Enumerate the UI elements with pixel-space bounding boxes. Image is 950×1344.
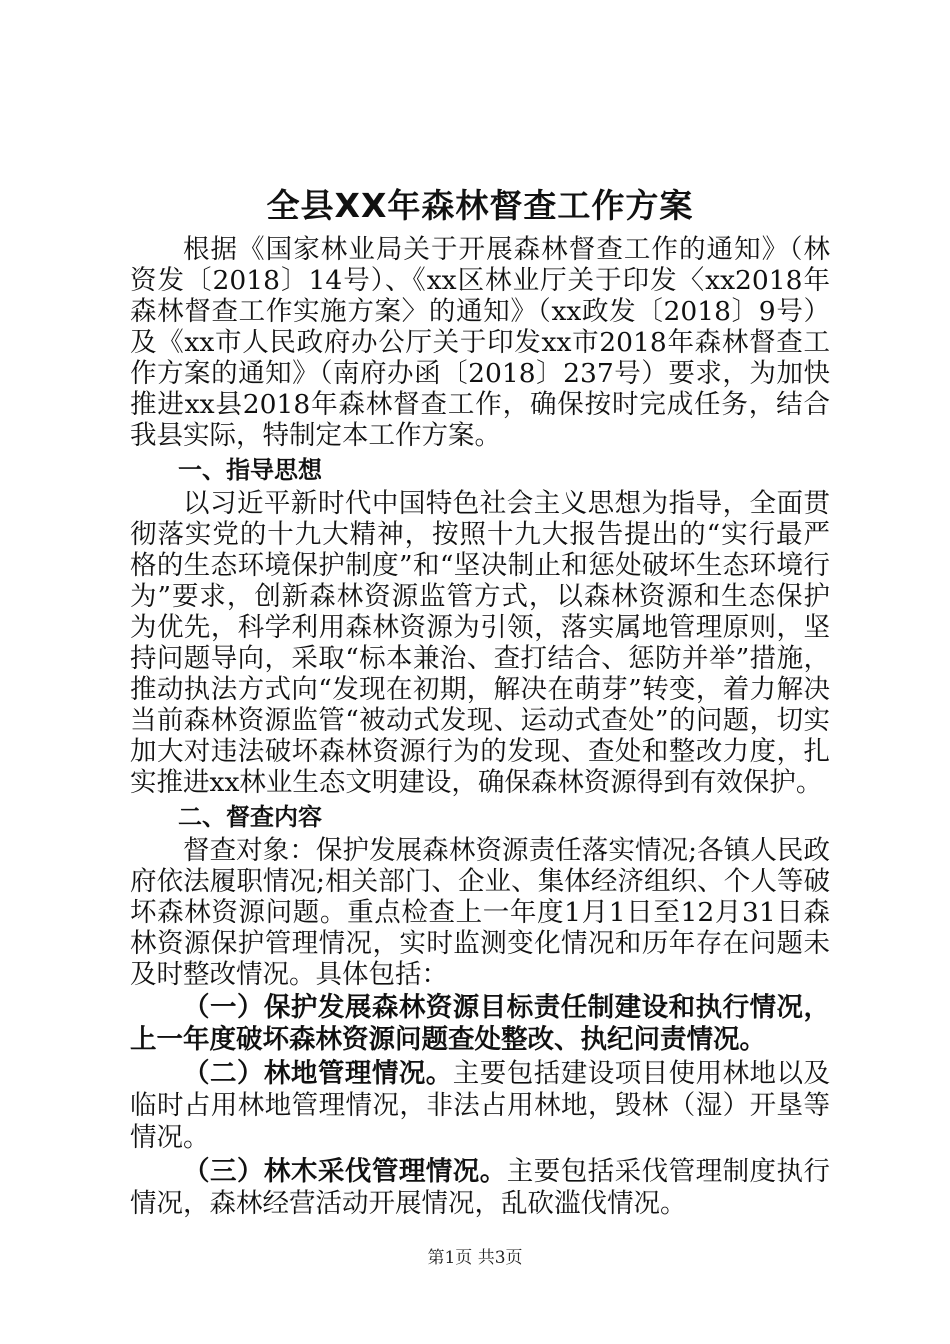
page-footer: 第1页 共3页 [427,1248,523,1268]
document-page [130,178,830,1220]
document-title: 全县XX年森林督查工作方案 [266,186,694,225]
guiding-ideology-paragraph: 以习近平新时代中国特色社会主义思想为指导，全面贯彻落实党的十九大精神，按照十九大报告提出的“实行最严格的生态环境保护制度”和“坚决制止和惩处破坏生态环境行为”要求，创新森林资源监管方式，以森林资源和生态保护为优先，科学利用森林资源为引领，落实属地管理原则，坚持问题导向，采取“标本兼治、查打结合、惩防并举”措施，推动执法方式向“发现在初期，解决在萌芽”转变，着力解决当前森林资源监管“被动式发现、运动式查处”的问题，切实加大对违法破坏森林资源行为的发现、查处和整改力度，扎实推进xx林业生态文明建设，确保森林资源得到有效保护。 [130,488,830,798]
item-2-heading: （二）林地管理情况。 [183,1058,453,1089]
item-3-paragraph [130,1156,830,1220]
section-heading-guiding-ideology: 一、指导思想 [178,456,322,484]
inspection-content-paragraph: 督查对象：保护发展森林资源责任落实情况;各镇人民政府依法履职情况;相关部门、企业、集体经济组织、个人等破坏森林资源问题。重点检查上一年度1月1日至12月31日森林资源保护管理情况，实时监测变化情况和历年存在问题未及时整改情况。具体包括： [130,835,830,990]
item-2-text: 主要包括建设项目使用林地以及临时占用林地管理情况，非法占用林地，毁林（湿）开垦等情况。 [130,1058,831,1153]
intro-paragraph: 根据《国家林业局关于开展森林督查工作的通知》（林资发〔2018〕14号）、《xx区林业厅关于印发〈xx2018年森林督查工作实施方案〉的通知》（xx政发〔2018〕9号）及《xx市人民政府办公厅关于印发xx市2018年森林督查工作方案的通知》（南府办函〔2018〕237号）要求，为加快推进xx县2018年森林督查工作，确保按时完成任务，结合我县实际，特制定本工作方案。 [130,234,830,451]
section-heading-inspection-content: 二、督查内容 [178,803,322,831]
item-1-paragraph: （一）保护发展森林资源目标责任制建设和执行情况，上一年度破坏森林资源问题查处整改、执纪问责情况。 [130,992,830,1055]
item-3-text: 主要包括采伐管理制度执行情况，森林经营活动开展情况，乱砍滥伐情况。 [130,1156,831,1219]
item-2-paragraph [130,1058,830,1154]
item-3-heading: （三）林木采伐管理情况。 [183,1156,507,1187]
